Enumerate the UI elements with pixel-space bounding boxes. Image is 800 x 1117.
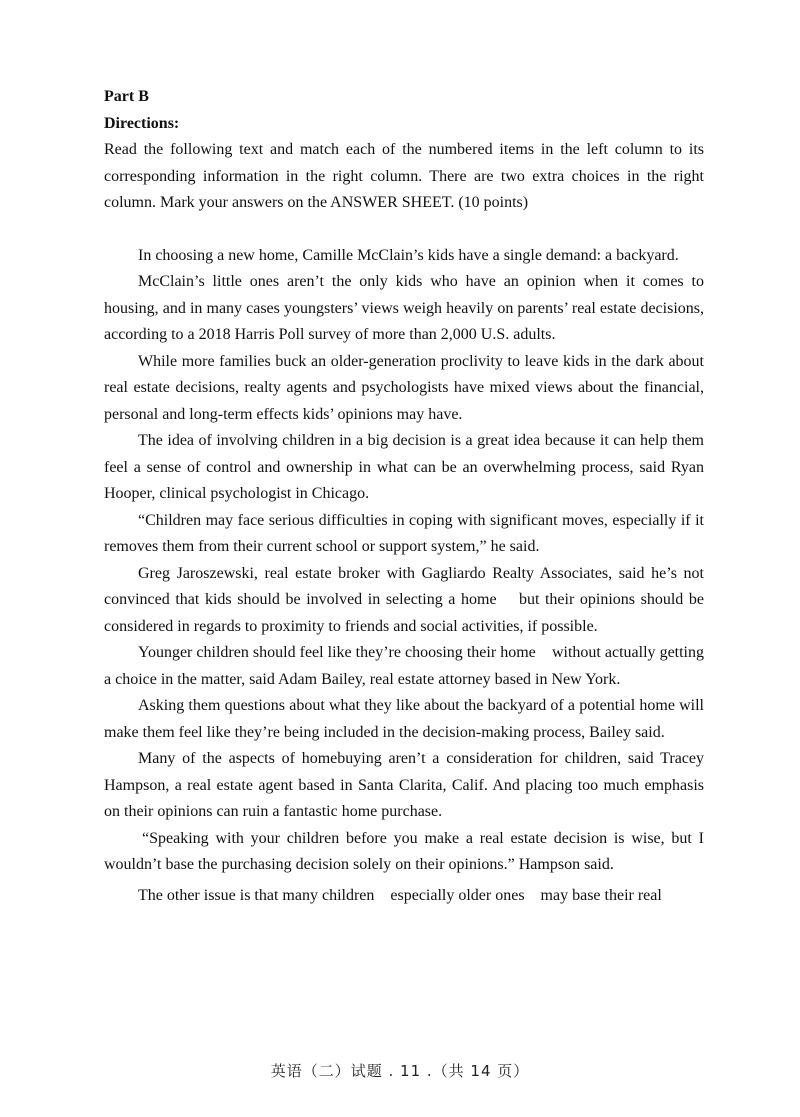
reading-passage <box>104 243 708 910</box>
paragraph-2: McClain’s little ones aren’t the only kids who have an opinion when it comes to housing, and in many cases youngsters’ views weigh heavily on parents’ real estate decisions, according to a 2018 Harris Poll survey of more than 2,000 U.S. adults. <box>104 273 704 343</box>
paragraph-8: Asking them questions about what they like about the backyard of a potential home will make them feel like they’re being included in the decision-making process, Bailey said. <box>104 697 704 741</box>
directions-label: Directions: <box>104 114 180 132</box>
paragraph-5: “Children may face serious difficulties in coping with significant moves, especially if it removes them from their current school or support system,” he said. <box>104 511 704 555</box>
paragraph-6: Greg Jaroszewski, real estate broker with Gagliardo Realty Associates, said he’s not convinced that kids should be involved in selecting a home but their opinions should be considered in regards to proximity to friends and social activities, if possible. <box>104 564 708 635</box>
directions-text: Read the following text and match each of the numbered items in the left column to its corresponding information in the right column. There are two extra choices in the right column. Mark your answers on the ANSWER SHEET. (10 points) <box>104 141 704 211</box>
paragraph-3: While more families buck an older-generation proclivity to leave kids in the dark about real estate decisions, realty agents and psychologists have mixed views about the financial, personal and long-term effects kids’ opinions may have. <box>104 352 704 423</box>
paragraph-7: Younger children should feel like they’re choosing their home without actually getting a choice in the matter, said Adam Bailey, real estate attorney based in New York. <box>104 644 708 688</box>
paragraph-9: Many of the aspects of homebuying aren’t a consideration for children, said Tracey Hampson, a real estate agent based in Santa Clarita, Calif. And placing too much emphasis on their opinions can ruin a fantastic home purchase. <box>104 750 704 820</box>
paragraph-10: “Speaking with your children before you make a real estate decision is wise, but I wouldn’t base the purchasing decision solely on their opinions.” Hampson said. <box>104 829 704 873</box>
section-title: Part B <box>104 88 149 105</box>
paragraph-4: The idea of involving children in a big decision is a great idea because it can help them feel a sense of control and ownership in what can be an overwhelming process, said Ryan Hooper, clinical psychologist in Chicago. <box>104 432 704 502</box>
page-footer: 英语（二）试题 . 11 .（共 14 页） <box>270 1062 530 1080</box>
paragraph-11: The other issue is that many children especially older ones may base their real <box>138 886 662 904</box>
exam-page <box>104 84 708 909</box>
paragraph-1: In choosing a new home, Camille McClain’s kids have a single demand: a backyard. <box>138 246 679 264</box>
